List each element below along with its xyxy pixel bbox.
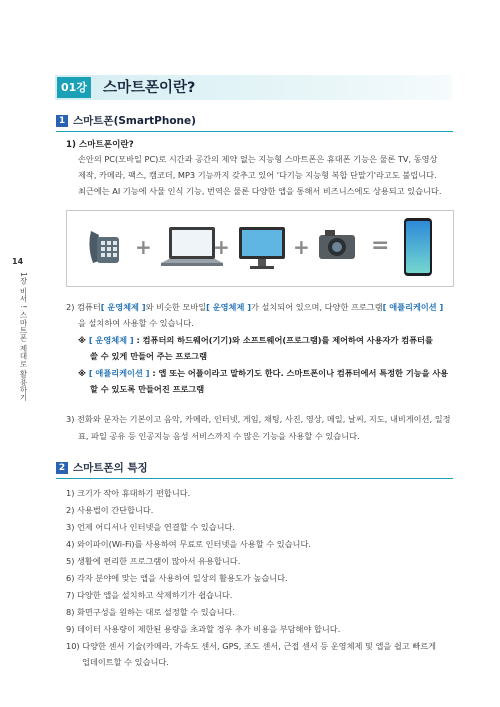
list-item: 8) 화면구성을 원하는 대로 설정할 수 있습니다. <box>66 607 235 617</box>
list-item: 6) 각자 분야에 맞는 앱을 사용하여 일상의 활용도가 높습니다. <box>66 573 288 583</box>
telephone-icon <box>87 227 121 267</box>
p3-line1: 3) 전화와 문자는 기본이고 음악, 카메라, 인터넷, 게임, 채팅, 사진, 영상, 메일, 날씨, 지도, 내비게이션, 일정 <box>66 414 451 424</box>
section1-title: 스마트폰(SmartPhone) <box>73 115 196 127</box>
note1-line1: ※ [ 운영체제 ] : 컴퓨터의 하드웨어(기기)와 소프트웨어(프로그램)를 제어하여 사용자가 컴퓨터를 <box>78 335 433 345</box>
p2-line1: 2) 컴퓨터[ 운영체제 ]와 비슷한 모바일[ 운영체제 ]가 설치되어 있으며, 다양한 프로그램[ 애플리케이션 ] <box>66 302 444 312</box>
p1-line2: 제작, 카메라, 팩스, 캠코더, MP3 기능까지 갖추고 있어 '다기능 지능형 복합 단말기'라고도 불립니다. <box>78 170 437 180</box>
p3-line2: 표, 파일 공유 등 인공지능 음성 서비스까지 수 많은 기능을 사용할 수 있습니다. <box>78 431 360 441</box>
list-item: 2) 사용법이 간단합니다. <box>66 505 154 515</box>
plus-sign-3: + <box>293 235 310 259</box>
list-item: 10) 다양한 센서 기술(카메라, 가속도 센서, GPS, 조도 센서, 근접 센서 등 운영체제 및 앱을 쉽고 빠르게 <box>66 641 437 651</box>
section2-number: 2 <box>56 462 68 474</box>
plus-sign-1: + <box>135 235 152 259</box>
camera-icon <box>317 227 357 263</box>
list-item: 4) 와이파이(Wi-Fi)를 사용하여 무료로 인터넷을 사용할 수 있습니다. <box>66 539 311 549</box>
p1-line1: 손안의 PC(모바일 PC)로 시간과 공간의 제약 없는 지능형 스마트폰은 휴대폰 기능은 물론 TV, 동영상 <box>78 154 438 164</box>
note2-line2: 할 수 있도록 만들어진 프로그램 <box>90 384 205 394</box>
monitor-icon <box>237 225 287 271</box>
term-os-1: [ 운영체제 ] <box>100 302 146 312</box>
devices-illustration <box>66 210 454 287</box>
section1-number: 1 <box>56 115 68 127</box>
note2-line1: ※ [ 애플리케이션 ] : 앱 또는 어플이라고 말하기도 한다. 스마트폰이나 컴퓨터에서 특정한 기능을 사용 <box>78 368 449 378</box>
p1-line3: 최근에는 AI 기능에 사물 인식 기능, 번역은 물론 다양한 앱을 통해서 비즈니스에도 상용되고 있습니다. <box>78 186 442 196</box>
list-item: 7) 다양한 앱을 설치하고 삭제하기가 쉽습니다. <box>66 590 233 600</box>
lesson-title: 스마트폰이란? <box>103 80 196 96</box>
chapter-title-vertical: 1장 비서 ! 스마트폰 제대로 활용하기 <box>19 272 28 401</box>
section1-underline <box>56 131 453 132</box>
note1-line2: 쓸 수 있게 만들어 주는 프로그램 <box>90 351 208 361</box>
list-item: 5) 생활에 편리한 프로그램이 많아서 유용합니다. <box>66 556 241 566</box>
section2-underline <box>56 478 453 479</box>
section1-heading <box>56 113 196 129</box>
item1-title: 1) 스마트폰이란? <box>66 140 134 150</box>
term-os-2: [ 운영체제 ] <box>206 302 251 312</box>
p2-line2: 을 설치하여 사용할 수 있습니다. <box>78 318 194 328</box>
lesson-badge: 01강 <box>57 77 91 98</box>
section2-heading <box>56 460 148 476</box>
list-item: 9) 데이터 사용량이 제한된 용량을 초과할 경우 추가 비용을 부담해야 합니다. <box>66 624 341 634</box>
list-item: 1) 크기가 작아 휴대하기 편합니다. <box>66 488 191 498</box>
plus-sign-2: + <box>213 235 230 259</box>
equals-sign: = <box>371 233 390 258</box>
smartphone-icon <box>403 217 433 277</box>
page-number: 14 <box>12 257 24 266</box>
term-app: [ 애플리케이션 ] <box>382 302 444 312</box>
list-item: 3) 언제 어디서나 인터넷을 연결할 수 있습니다. <box>66 522 235 532</box>
list-item-continuation: 업데이트할 수 있습니다. <box>82 657 169 667</box>
section2-title: 스마트폰의 특징 <box>73 462 148 474</box>
